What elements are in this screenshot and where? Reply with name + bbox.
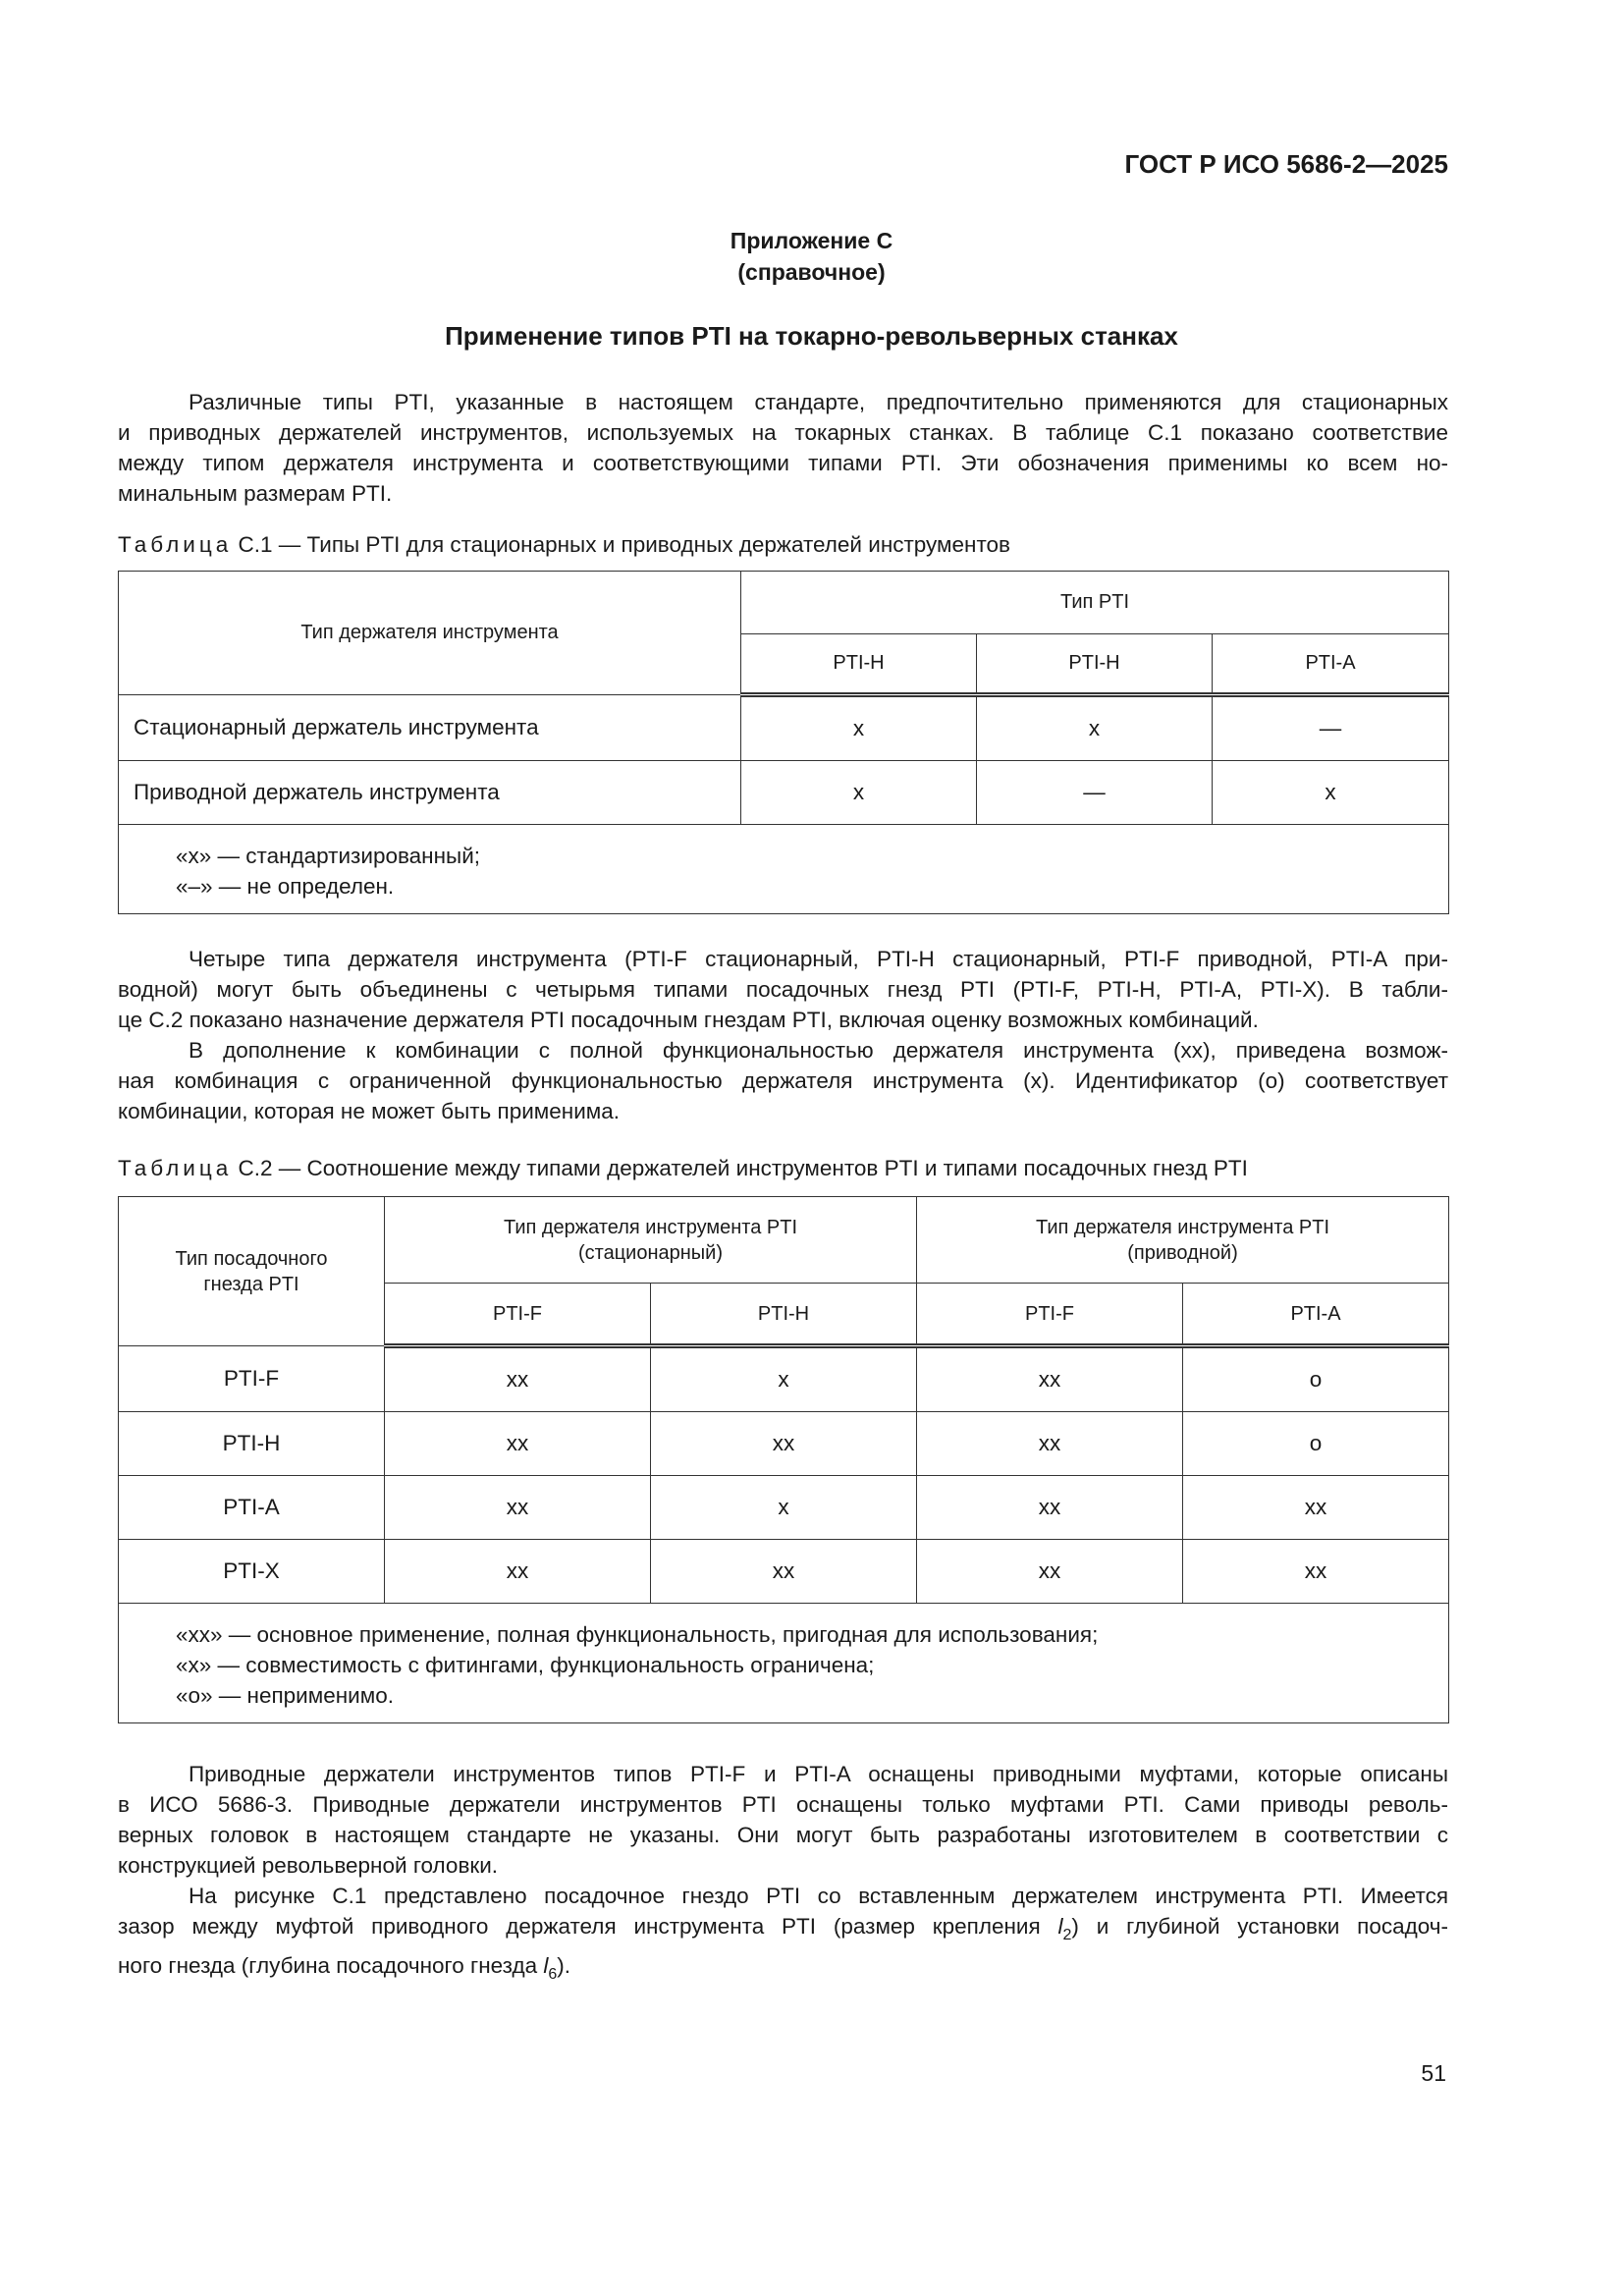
caption-label: Таблица xyxy=(118,532,233,557)
table-cell: xx xyxy=(917,1412,1183,1476)
caption-text: С.1 — Типы PTI для стационарных и приводных держателей инструментов xyxy=(232,532,1010,557)
paragraph-drive-couplings xyxy=(118,1759,1448,1881)
text-line: в ИСО 5686-3. Приводные держатели инструментов PTI оснащены только муфтами PTI. Сами приводы револь- xyxy=(118,1792,1448,1817)
table-row-label: PTI-X xyxy=(119,1540,385,1604)
table-cell: o xyxy=(1183,1346,1449,1412)
symbol-l2: l xyxy=(1057,1914,1063,1939)
text-line: и приводных держателей инструментов, используемых на токарных станках. В таблице С.1 показано соответствие xyxy=(118,420,1448,445)
text-fragment: зазор между муфтой приводного держателя инструмента PTI (размер крепления xyxy=(118,1914,1058,1939)
paragraph-holder-types xyxy=(118,944,1448,1035)
table-row-label: PTI-A xyxy=(119,1476,385,1540)
table-row xyxy=(119,695,1449,761)
table-cell: xx xyxy=(917,1540,1183,1604)
table-caption xyxy=(118,530,1010,560)
table-cell: — xyxy=(1213,695,1449,761)
annex-title: Приложение С xyxy=(730,228,893,253)
text-line: це С.2 показано назначение держателя PTI посадочным гнездам PTI, включая оценку возможных комбинаций. xyxy=(118,1008,1259,1032)
table-cell: xx xyxy=(917,1346,1183,1412)
table-header-cell: PTI-F xyxy=(917,1284,1183,1346)
table-row xyxy=(119,1540,1449,1604)
table-row-label: Стационарный держатель инструмента xyxy=(119,695,741,761)
table-cell: xx xyxy=(385,1412,651,1476)
text-line xyxy=(118,1950,1448,1990)
page-number: 51 xyxy=(1421,2060,1446,2086)
table-header-cell xyxy=(119,1197,385,1346)
subscript: 2 xyxy=(1062,1927,1072,1943)
table-cell: xx xyxy=(385,1540,651,1604)
table-cell: x xyxy=(977,695,1213,761)
table-cell: xx xyxy=(385,1476,651,1540)
text-line: комбинации, которая не может быть применима. xyxy=(118,1099,620,1123)
header-line: гнезда PTI xyxy=(203,1273,299,1295)
header-line: (приводной) xyxy=(1127,1241,1238,1264)
table-caption xyxy=(118,1154,1248,1183)
table-note: «–» — не определен. xyxy=(176,874,395,899)
table-cell: xx xyxy=(385,1346,651,1412)
table-cell: xx xyxy=(1183,1540,1449,1604)
table-pti-compatibility xyxy=(118,1196,1449,1723)
table-header-cell: Тип PTI xyxy=(741,572,1449,634)
table-cell: x xyxy=(651,1346,917,1412)
table-cell: o xyxy=(1183,1412,1449,1476)
paragraph-combinations xyxy=(118,1035,1448,1126)
table-header-cell: PTI-A xyxy=(1183,1284,1449,1346)
section-title: Применение типов PTI на токарно-револьверных станках xyxy=(445,321,1178,351)
table-row xyxy=(119,1412,1449,1476)
caption-label: Таблица xyxy=(118,1156,233,1180)
table-header-cell: PTI-F xyxy=(385,1284,651,1346)
table-notes xyxy=(119,825,1449,914)
table-row-label: Приводной держатель инструмента xyxy=(119,761,741,825)
text-line: верных головок в настоящем стандарте не указаны. Они могут быть разработаны изготовителем в соответствии с xyxy=(118,1823,1448,1847)
table-header-cell: PTI-H xyxy=(741,634,977,695)
document-id: ГОСТ Р ИСО 5686-2—2025 xyxy=(1124,149,1448,179)
annex-status: (справочное) xyxy=(737,259,886,285)
text-line: Четыре типа держателя инструмента (PTI-F стационарный, PTI-H стационарный, PTI-F приводной, PTI-A при- xyxy=(189,947,1448,971)
text-line xyxy=(118,1911,1448,1950)
table-header-cell: PTI-H xyxy=(977,634,1213,695)
table-header-cell: PTI-H xyxy=(651,1284,917,1346)
table-note: «x» — стандартизированный; xyxy=(176,844,481,868)
table-cell: xx xyxy=(651,1540,917,1604)
text-fragment: ного гнезда (глубина посадочного гнезда xyxy=(118,1953,544,1978)
table-cell: xx xyxy=(1183,1476,1449,1540)
table-cell: x xyxy=(1213,761,1449,825)
text-line: ная комбинация с ограниченной функциональностью держателя инструмента (x). Идентификатор (o) соответствует xyxy=(118,1068,1448,1093)
text-fragment: ). xyxy=(557,1953,571,1978)
text-line: Различные типы PTI, указанные в настоящем стандарте, предпочтительно применяются для стационарных xyxy=(189,390,1448,414)
table-cell: — xyxy=(977,761,1213,825)
table-cell: x xyxy=(741,761,977,825)
table-cell: x xyxy=(651,1476,917,1540)
table-header-cell xyxy=(385,1197,917,1284)
table-row-label: PTI-F xyxy=(119,1346,385,1412)
caption-text: С.2 — Соотношение между типами держателей инструментов PTI и типами посадочных гнезд PTI xyxy=(232,1156,1248,1180)
table-row xyxy=(119,1346,1449,1412)
table-header-cell: PTI-A xyxy=(1213,634,1449,695)
table-header-cell xyxy=(917,1197,1449,1284)
table-notes xyxy=(119,1604,1449,1723)
header-line: Тип держателя инструмента PTI xyxy=(1035,1216,1330,1238)
text-line: минальным размерам PTI. xyxy=(118,481,393,506)
table-note: «x» — совместимость с фитингами, функциональность ограничена; xyxy=(176,1653,875,1677)
table-note: «xx» — основное применение, полная функциональность, пригодная для использования; xyxy=(176,1622,1099,1647)
table-cell: xx xyxy=(651,1412,917,1476)
header-line: (стационарный) xyxy=(577,1241,723,1264)
text-line: В дополнение к комбинации с полной функциональностью держателя инструмента (xx), приведена возмож- xyxy=(189,1038,1448,1063)
paragraph-intro xyxy=(118,387,1448,509)
table-row xyxy=(119,761,1449,825)
table-pti-types xyxy=(118,571,1449,914)
subscript: 6 xyxy=(548,1966,558,1983)
table-row-label: PTI-H xyxy=(119,1412,385,1476)
text-line: Приводные держатели инструментов типов PTI-F и PTI-A оснащены приводными муфтами, которые описаны xyxy=(189,1762,1448,1786)
paragraph-figure-reference xyxy=(118,1881,1448,1990)
text-fragment: ) и глубиной установки посадоч- xyxy=(1071,1914,1448,1939)
table-note: «o» — неприменимо. xyxy=(176,1683,394,1708)
text-line: между типом держателя инструмента и соответствующими типами PTI. Эти обозначения применимы ко всем но- xyxy=(118,451,1448,475)
table-cell: xx xyxy=(917,1476,1183,1540)
table-row xyxy=(119,1476,1449,1540)
header-line: Тип держателя инструмента PTI xyxy=(503,1216,798,1238)
text-line: конструкцией револьверной головки. xyxy=(118,1853,499,1878)
table-header-cell: Тип держателя инструмента xyxy=(119,572,741,695)
text-line: На рисунке С.1 представлено посадочное гнездо PTI со вставленным держателем инструмента PTI. Имеется xyxy=(189,1884,1448,1908)
table-cell: x xyxy=(741,695,977,761)
symbol-l6: l xyxy=(543,1953,549,1978)
text-line: водной) могут быть объединены с четырьмя типами посадочных гнезд PTI (PTI-F, PTI-H, PTI-A, PTI-X). В табли- xyxy=(118,977,1448,1002)
header-line: Тип посадочного xyxy=(175,1247,328,1270)
